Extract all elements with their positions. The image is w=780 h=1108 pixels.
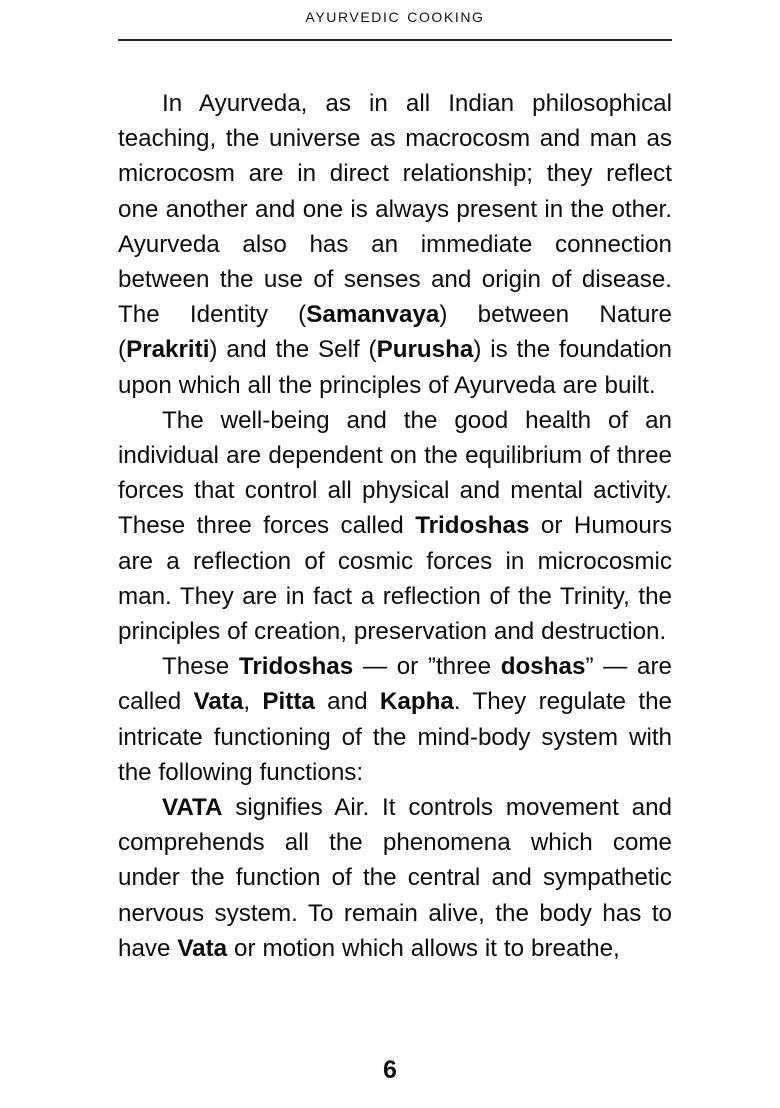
page-header [118, 6, 672, 41]
emphasis-term: Kapha [379, 688, 454, 716]
header-divider-rule [118, 39, 672, 41]
paragraph-1 [118, 86, 672, 403]
paragraph-3 [118, 649, 672, 790]
emphasis-term: Vata [177, 934, 228, 962]
text-run: and [314, 688, 380, 716]
running-header-title: ayurvedic cooking [305, 5, 485, 27]
text-run: or motion which allows it to breathe, [227, 934, 620, 962]
emphasis-term: Tridoshas [415, 512, 530, 540]
emphasis-term: Tridoshas [238, 653, 354, 681]
text-run: ) between Nature ( [118, 301, 672, 364]
text-run: or Humours are a reflection of cosmic forces in microcosmic man. They are in fact a reflection of the Trinity, the principles of creation, preservation and destruction. [118, 512, 672, 646]
text-run: In Ayurveda, as in all Indian philosophical teaching, the universe as macrocosm and man as microcosm are in direct relationship; they reflect one another and one is always present in the other. Ayurveda also has an immediate connection between the use of senses and origin of disease. The Identity ( [118, 90, 672, 329]
text-run: — or ”three [353, 653, 501, 681]
text-run: . They regulate the intricate functioning of the mind-body system with the following functions: [118, 688, 672, 786]
text-run: , [243, 688, 263, 716]
emphasis-term: Purusha [376, 336, 474, 364]
text-run: ) and the Self ( [209, 336, 377, 364]
text-run: signifies Air. It controls movement and comprehends all the phenomena which come under the function of the central and sympathetic nervous system. To remain alive, the body has to have [118, 794, 672, 962]
body-text-column [118, 86, 672, 966]
paragraph-4 [118, 790, 672, 966]
emphasis-term: doshas [500, 653, 586, 681]
emphasis-term: Samanvaya [306, 301, 440, 329]
emphasis-term: Vata [193, 688, 244, 716]
text-run: The well-being and the good health of an individual are dependent on the equilibrium of three forces that control all physical and mental activity. These three forces called [118, 406, 672, 540]
emphasis-term: Pitta [262, 688, 315, 716]
emphasis-term: Prakriti [126, 336, 210, 364]
text-run: These [162, 653, 239, 681]
paragraph-2 [118, 403, 672, 649]
emphasis-term: VATA [162, 794, 223, 822]
text-run: ” — are called [118, 653, 672, 716]
text-run: ) is the foundation upon which all the principles of Ayurveda are built. [118, 336, 672, 399]
page-number: 6 [383, 1056, 397, 1084]
